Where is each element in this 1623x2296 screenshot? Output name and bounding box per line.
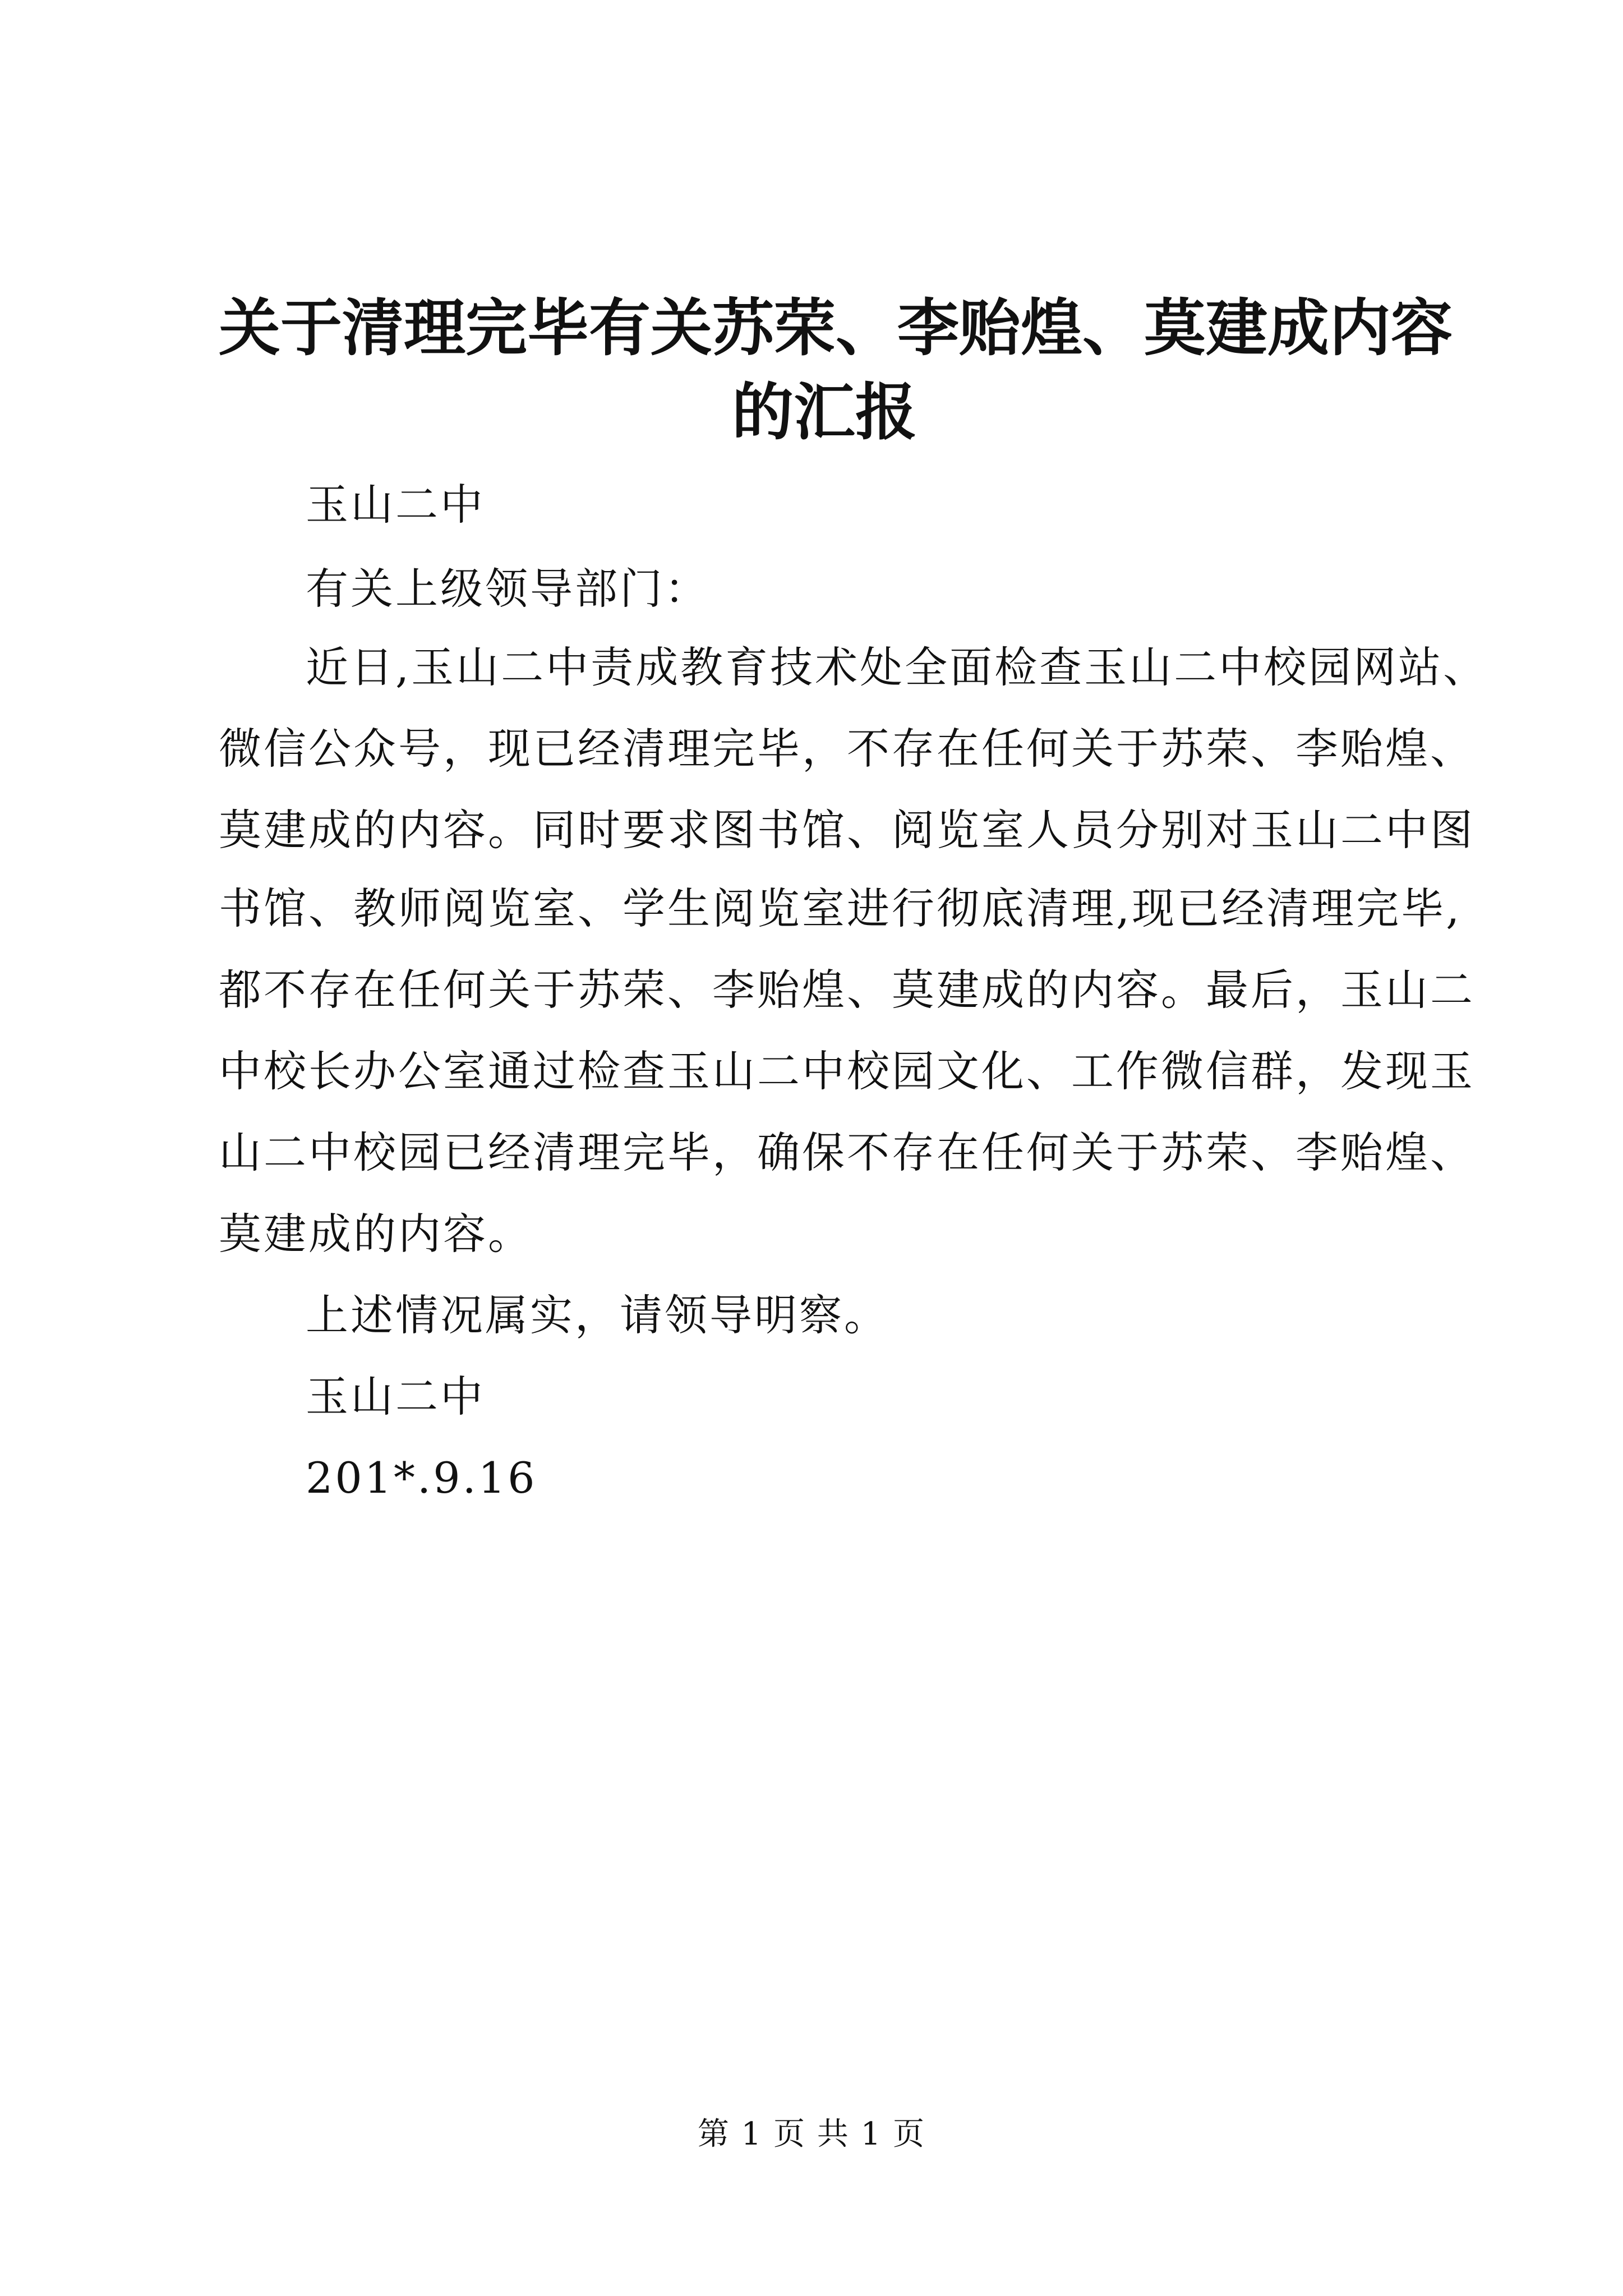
body-line-3: 莫建成的内容。同时要求图书馆、阅览室人员分别对玉山二中图 bbox=[219, 805, 1475, 855]
sender-line: 玉山二中 bbox=[306, 480, 485, 530]
signature-line: 玉山二中 bbox=[306, 1372, 485, 1421]
body-line-7: 山二中校园已经清理完毕，确保不存在任何关于苏荣、李贻煌、 bbox=[219, 1128, 1475, 1177]
closing-line: 上述情况属实，请领导明察。 bbox=[306, 1290, 889, 1340]
body-line-2: 微信公众号，现已经清理完毕，不存在任何关于苏荣、李贻煌、 bbox=[219, 724, 1475, 774]
body-line-4: 书馆、教师阅览室、学生阅览室进行彻底清理,现已经清理完毕, bbox=[219, 884, 1462, 933]
document-title-line-1: 关于清理完毕有关苏荣、李贻煌、莫建成内容 bbox=[219, 292, 1453, 364]
body-line-6: 中校长办公室通过检查玉山二中校园文化、工作微信群，发现玉 bbox=[219, 1046, 1475, 1096]
body-line-8: 莫建成的内容。 bbox=[219, 1209, 533, 1259]
salutation-line: 有关上级领导部门： bbox=[306, 564, 709, 614]
date-line: 201*.9.16 bbox=[306, 1453, 537, 1503]
body-line-5: 都不存在任何关于苏荣、李贻煌、莫建成的内容。最后，玉山二 bbox=[219, 965, 1475, 1015]
body-line-1: 近日,玉山二中责成教育技术处全面检查玉山二中校园网站、 bbox=[306, 642, 1488, 692]
document-title-line-2: 的汇报 bbox=[732, 376, 917, 448]
page-number-footer: 第 1 页 共 1 页 bbox=[697, 2116, 926, 2152]
